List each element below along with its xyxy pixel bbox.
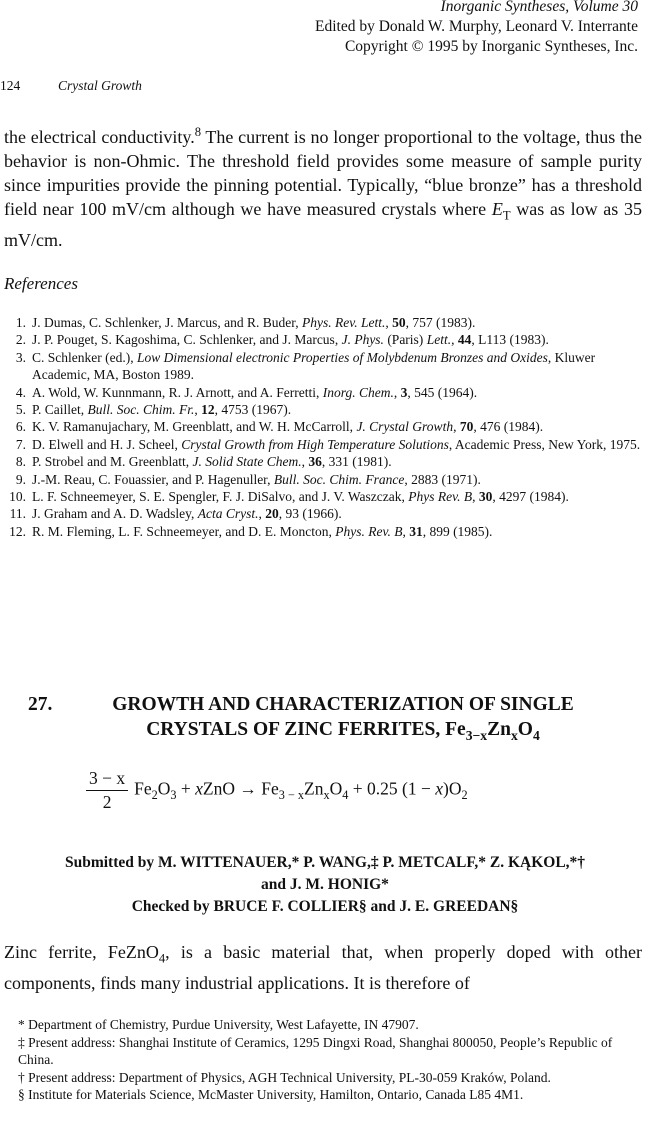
reference-item: 9. J.-M. Reau, C. Fouassier, and P. Hagenuller, Bull. Soc. Chim. France, 2883 (1971). xyxy=(15,471,481,487)
reaction-equation: $\frac{3 - x}{2}$ $Fe_2O_3$ + xZnO → $Fe_{3 - x}Zn_xO_4 + 0.25$ $(1 - x)O_2$ xyxy=(86,768,468,813)
reference-item: 12. R. M. Fleming, L. F. Schneemeyer, and D. E. Moncton, Phys. Rev. B, 31, 899 (1985). xyxy=(9,523,493,539)
copyright-line: Copyright © 1995 by Inorganic Syntheses, Inc. xyxy=(344,38,638,55)
reference-list xyxy=(4,314,644,540)
submitted-by-cont: and J. M. HONIG* xyxy=(261,876,389,893)
author-block xyxy=(0,852,650,918)
page-number: 124 xyxy=(0,78,21,93)
editors-line: Edited by Donald W. Murphy, Leonard V. Interrante xyxy=(315,18,638,35)
section-number: 27. xyxy=(28,694,53,715)
checked-by: Checked by BRUCE F. COLLIER§ and J. E. GREEDAN§ xyxy=(131,898,519,915)
title-line-1: GROWTH AND CHARACTERIZATION OF SINGLE xyxy=(112,694,574,715)
footnote: * Department of Chemistry, Purdue University, West Lafayette, IN 47907. xyxy=(18,1017,419,1032)
section-title xyxy=(0,692,650,748)
reference-item: 3. C. Schlenker (ed.), Low Dimensional electronic Properties of Molybdenum Bronzes and Oxides, Kluwer Academic, MA, Boston 1989. xyxy=(15,349,596,383)
book-series-title: Inorganic Syntheses, Volume 30 xyxy=(440,0,638,15)
reference-item: 10. L. F. Schneemeyer, S. E. Spengler, F. J. DiSalvo, and J. V. Waszczak, Phys Rev. B, 30, 4297 (1984). xyxy=(9,489,569,505)
submitted-by: Submitted by M. WITTENAUER,* P. WANG,‡ P. METCALF,* Z. KĄKOL,*† xyxy=(64,854,586,871)
reference-item: 6. K. V. Ramanujachary, M. Greenblatt, and W. H. McCarroll, J. Crystal Growth, 70, 476 (1984). xyxy=(15,419,544,435)
reference-item: 5. P. Caillet, Bull. Soc. Chim. Fr., 12, 4753 (1967). xyxy=(15,402,292,418)
footnotes xyxy=(4,1016,646,1104)
footnote: ‡ Present address: Shanghai Institute of Ceramics, 1295 Dingxi Road, Shanghai 800050, People’s Republic of China. xyxy=(18,1034,613,1067)
reference-item: 4. A. Wold, W. Kunnmann, R. J. Arnott, and A. Ferretti, Inorg. Chem., 3, 545 (1964). xyxy=(15,384,478,400)
reference-item: 2. J. P. Pouget, S. Kagoshima, C. Schlenker, and J. Marcus, J. Phys. (Paris) Lett., 44, L113 (1983). xyxy=(15,332,549,348)
stoichiometric-fraction: $\frac{3 - x}{2}$ xyxy=(86,768,128,813)
body-paragraph: Zinc ferrite, FeZnO$_4$, is a basic material that, when properly doped with other components, finds many industrial applications. It is therefore of xyxy=(4,942,642,993)
references-heading: References xyxy=(4,274,78,293)
reference-item: 1. J. Dumas, C. Schlenker, J. Marcus, and R. Buder, Phys. Rev. Lett., 50, 757 (1983). xyxy=(15,315,476,330)
title-line-2: CRYSTALS OF ZINC FERRITES, $Fe_{3-x}Zn_xO_4$ xyxy=(146,719,540,743)
reference-item: 11. J. Graham and A. D. Wadsley, Acta Cryst., 20, 93 (1966). xyxy=(9,506,342,522)
book-header xyxy=(315,0,638,57)
intro-paragraph: the electrical conductivity.$^8$ The current is no longer proportional to the voltage, thus the behavior is non-Ohmic. The threshold field provides some measure of sample purity since impurities provide the pinning potential. Typically, “blue bronze” has a threshold field near 100 mV/cm although we have measured crystals where $E_T$ was as low as 35 mV/cm. xyxy=(4,125,642,250)
reference-item: 8. P. Strobel and M. Greenblatt, J. Solid State Chem., 36, 331 (1981). xyxy=(15,454,392,470)
reference-item: 7. D. Elwell and H. J. Scheel, Crystal Growth from High Temperature Solutions, Academic Press, New York, 1975. xyxy=(15,436,641,452)
footnote: § Institute for Materials Science, McMaster University, Hamilton, Ontario, Canada L85 4M1. xyxy=(18,1087,524,1102)
footnote: † Present address: Department of Physics, AGH Technical University, PL-30-059 Kraków, Poland. xyxy=(18,1069,551,1085)
running-title: Crystal Growth xyxy=(58,78,142,93)
